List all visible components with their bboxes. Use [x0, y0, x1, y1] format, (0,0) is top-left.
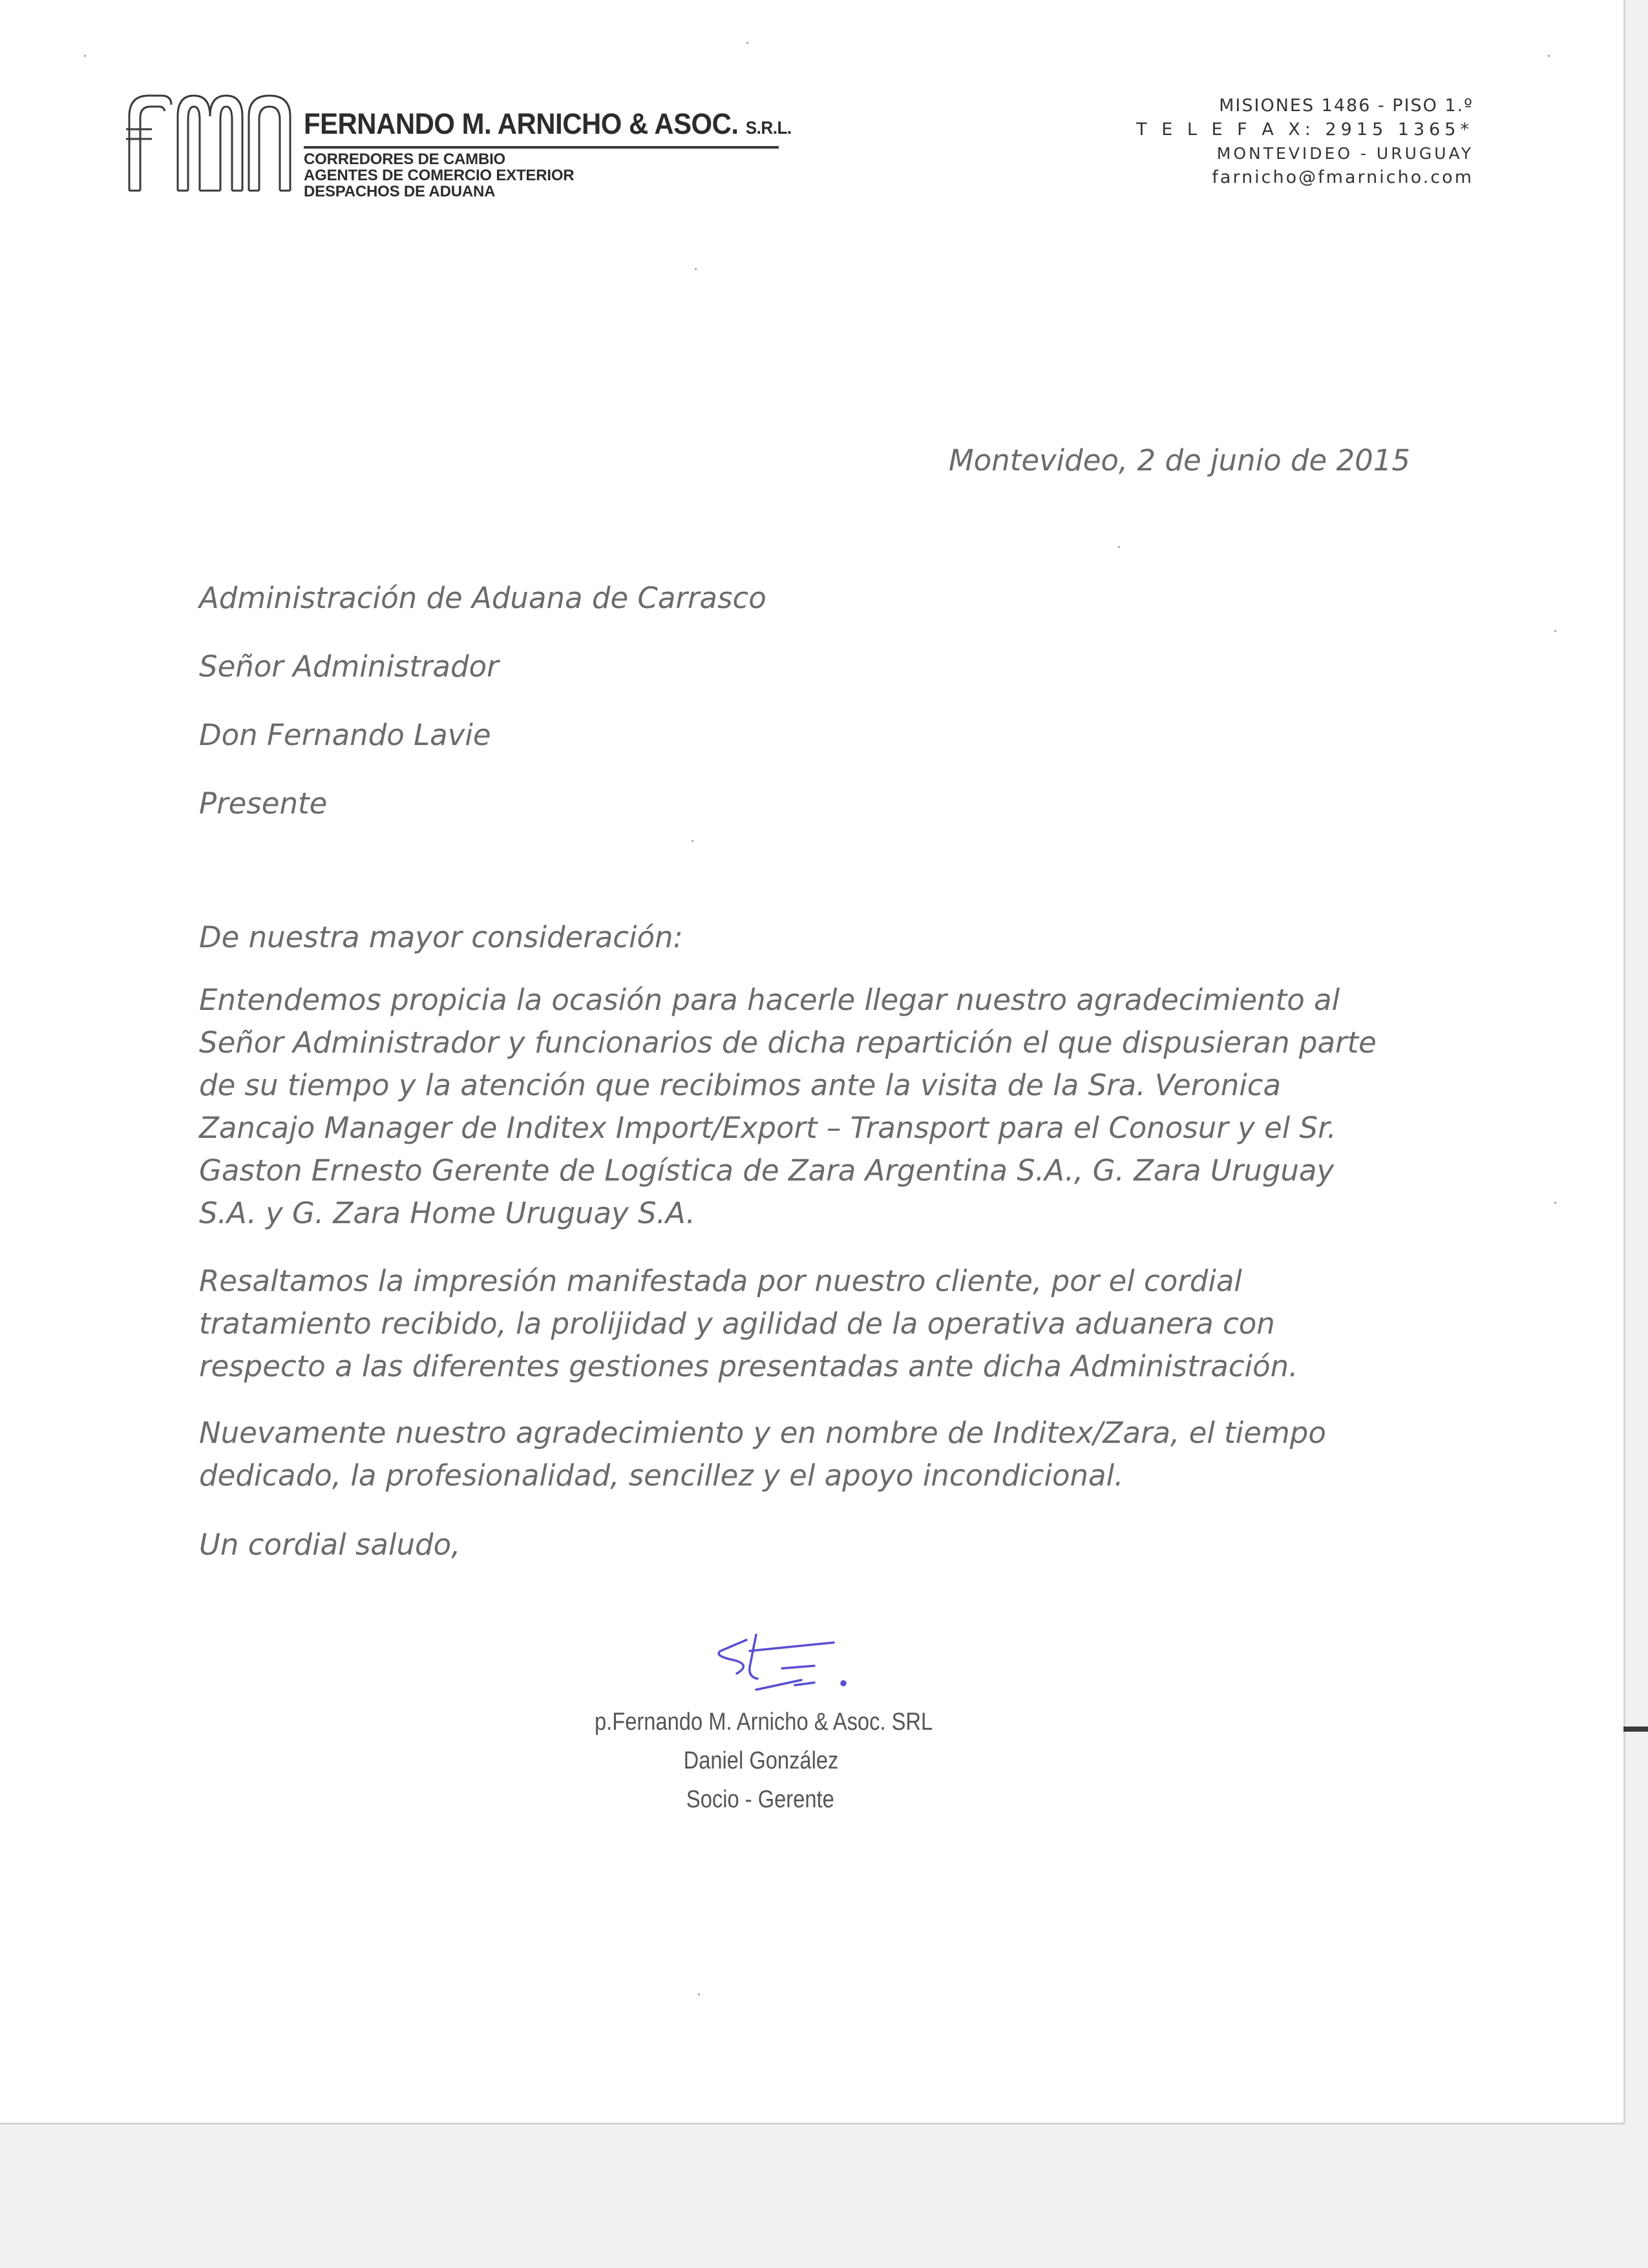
paragraph-line: Nuevamente nuestro agradecimiento y en nombre de Inditex/Zara, el tiempo [199, 1416, 1326, 1450]
stamp-name: Daniel González [683, 1747, 839, 1774]
paragraph-line: respecto a las diferentes gestiones presentadas ante dicha Administración. [199, 1349, 1298, 1383]
paragraph-line: dedicado, la profesionalidad, sencillez y el apoyo incondicional. [199, 1458, 1124, 1493]
recipient-line: Señor Administrador [199, 649, 499, 684]
service-line: CORREDORES DE CAMBIO [304, 151, 506, 168]
recipient-block [199, 577, 1427, 851]
paragraph-line: tratamiento recibido, la prolijidad y agilidad de la operativa aduanera con [199, 1307, 1275, 1341]
scan-speck [695, 268, 697, 270]
scanner-edge-mark [1623, 1727, 1648, 1732]
scan-speck [1554, 1202, 1556, 1204]
salutation: De nuestra mayor consideración: [199, 920, 683, 954]
handwritten-signature [711, 1628, 866, 1712]
recipient-line: Presente [199, 786, 328, 821]
company-name [304, 107, 792, 145]
closing-line: Un cordial saludo, [199, 1528, 461, 1562]
address-line: MISIONES 1486 - PISO 1.º [1219, 96, 1474, 116]
company-logo [126, 90, 297, 194]
scan-speck [1548, 55, 1550, 57]
paragraph-line: Señor Administrador y funcionarios de dicha repartición el que dispusieran parte [199, 1025, 1377, 1060]
scan-speck [698, 1993, 700, 1995]
paragraph-1 [199, 979, 1492, 1235]
scan-speck [692, 840, 693, 842]
scan-speck [1118, 546, 1120, 548]
scan-speck [1554, 630, 1556, 632]
company-suffix: S.R.L. [745, 118, 792, 138]
letterhead-rule [304, 146, 779, 149]
scan-speck [746, 42, 748, 44]
paragraph-2 [199, 1260, 1492, 1388]
signature-stamp [595, 1703, 982, 1819]
paragraph-line: Gaston Ernesto Gerente de Logística de Zara Argentina S.A., G. Zara Uruguay [199, 1153, 1335, 1188]
recipient-line: Don Fernando Lavie [199, 718, 491, 752]
paragraph-line: Resaltamos la impresión manifestada por nuestro cliente, por el cordial [199, 1264, 1242, 1298]
date-line: Montevideo, 2 de junio de 2015 [948, 443, 1410, 478]
scan-speck [84, 55, 86, 57]
service-line: AGENTES DE COMERCIO EXTERIOR [304, 167, 575, 184]
recipient-line: Administración de Aduana de Carrasco [199, 581, 766, 615]
paragraph-line: Zancajo Manager de Inditex Import/Export – Transport para el Conosur y el Sr. [199, 1111, 1336, 1145]
service-line: DESPACHOS DE ADUANA [304, 183, 496, 200]
stamp-company: p.Fernando M. Arnicho & Asoc. SRL [595, 1708, 933, 1736]
paragraph-line: de su tiempo y la atención que recibimos ante la visita de la Sra. Veronica [199, 1068, 1282, 1102]
stamp-role: Socio - Gerente [686, 1786, 834, 1813]
paragraph-line: Entendemos propicia la ocasión para hacerle llegar nuestro agradecimiento al [199, 983, 1340, 1017]
company-name-text: FERNANDO M. ARNICHO & ASOC. [304, 107, 739, 140]
paragraph-line: S.A. y G. Zara Home Uruguay S.A. [199, 1196, 695, 1230]
telefax-line: T E L E F A X: 2915 1365* [1136, 120, 1474, 140]
contact-info [1136, 94, 1474, 189]
email-line: farnicho@fmarnicho.com [1212, 167, 1474, 187]
company-letterhead [304, 107, 792, 200]
city-line: MONTEVIDEO - URUGUAY [1216, 144, 1474, 163]
paragraph-3 [199, 1412, 1492, 1497]
